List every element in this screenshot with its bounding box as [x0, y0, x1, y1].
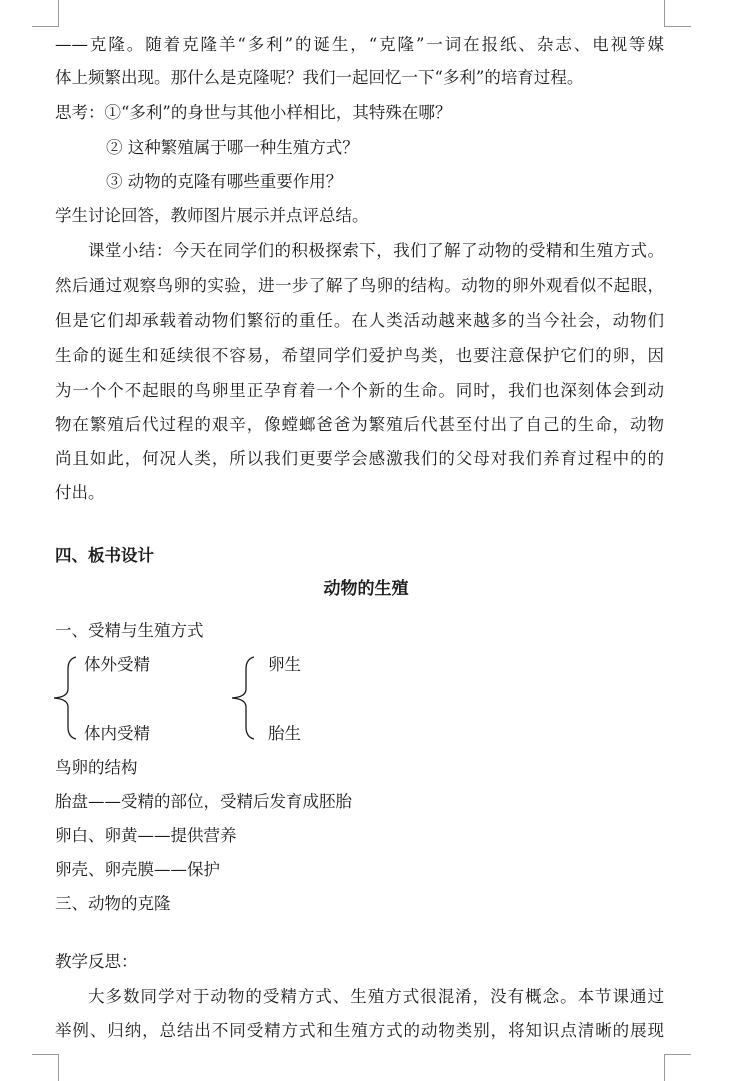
page-corner-mark: [664, 0, 691, 27]
reflection-heading: 教学反思：: [55, 952, 138, 971]
board-title: 动物的生殖: [323, 579, 409, 599]
paragraph-line: 体上频繁出现。那什么是克隆呢？我们一起回忆一下“多利”的培育过程。: [55, 68, 584, 87]
summary-line: 尚且如此，何况人类，所以我们更要学会感激我们的父母对我们养育过程中的的: [55, 449, 664, 468]
left-brace-icon: [228, 655, 258, 741]
page-corner-mark: [32, 1054, 59, 1081]
discussion-line: 学生讨论回答，教师图片展示并点评总结。: [55, 206, 369, 225]
page-corner-mark: [32, 0, 59, 27]
egg-structure-line: 卵白、卵黄——提供营养: [55, 826, 237, 845]
reproduction-viviparous: 胎生: [268, 724, 301, 743]
reflection-line: 举例、归纳，总结出不同受精方式和生殖方式的动物类别，将知识点清晰的展现: [55, 1021, 664, 1040]
egg-structure-line: 卵壳、卵壳膜——保护: [55, 860, 220, 879]
board-item-2: 鸟卵的结构: [55, 758, 138, 777]
fertilization-internal: 体内受精: [84, 724, 150, 743]
board-item-1: 一、受精与生殖方式: [55, 621, 204, 640]
summary-line: 课堂小结：今天在同学们的积极探索下，我们了解了动物的受精和生殖方式。: [88, 241, 664, 260]
fertilization-external: 体外受精: [84, 655, 150, 674]
board-item-3: 三、动物的克隆: [55, 894, 171, 913]
summary-line: 为一个个不起眼的鸟卵里正孕育着一个个新的生命。同时，我们也深刻体会到动: [55, 381, 664, 400]
summary-line: 物在繁殖后代过程的艰辛，像螳螂爸爸为繁殖后代甚至付出了自己的生命，动物: [55, 415, 664, 434]
section-heading: 四、板书设计: [55, 546, 154, 565]
reflection-line: 大多数同学对于动物的受精方式、生殖方式很混淆，没有概念。本节课通过: [88, 987, 664, 1006]
egg-structure-line: 胎盘——受精的部位，受精后发育成胚胎: [55, 792, 352, 811]
summary-line: 然后通过观察鸟卵的实验，进一步了解了鸟卵的结构。动物的卵外观看似不起眼，: [55, 276, 664, 295]
question-3: ③ 动物的克隆有哪些重要作用？: [106, 172, 343, 191]
question-2: ② 这种繁殖属于哪一种生殖方式？: [106, 138, 359, 157]
summary-line: 生命的诞生和延续很不容易，希望同学们爱护鸟类，也要注意保护它们的卵，因: [55, 346, 664, 365]
reproduction-oviparous: 卵生: [268, 655, 301, 674]
page-corner-mark: [664, 1054, 691, 1081]
question-1: 思考：①“多利”的身世与其他小样相比，其特殊在哪？: [55, 103, 452, 122]
summary-line: 付出。: [55, 483, 105, 502]
summary-line: 但是它们却承载着动物们繁衍的重任。在人类活动越来越多的当今社会，动物们: [55, 311, 664, 330]
left-brace-icon: [50, 655, 80, 741]
paragraph-line: ——克隆。随着克隆羊“多利”的诞生，“克隆”一词在报纸、杂志、电视等媒: [55, 35, 664, 54]
